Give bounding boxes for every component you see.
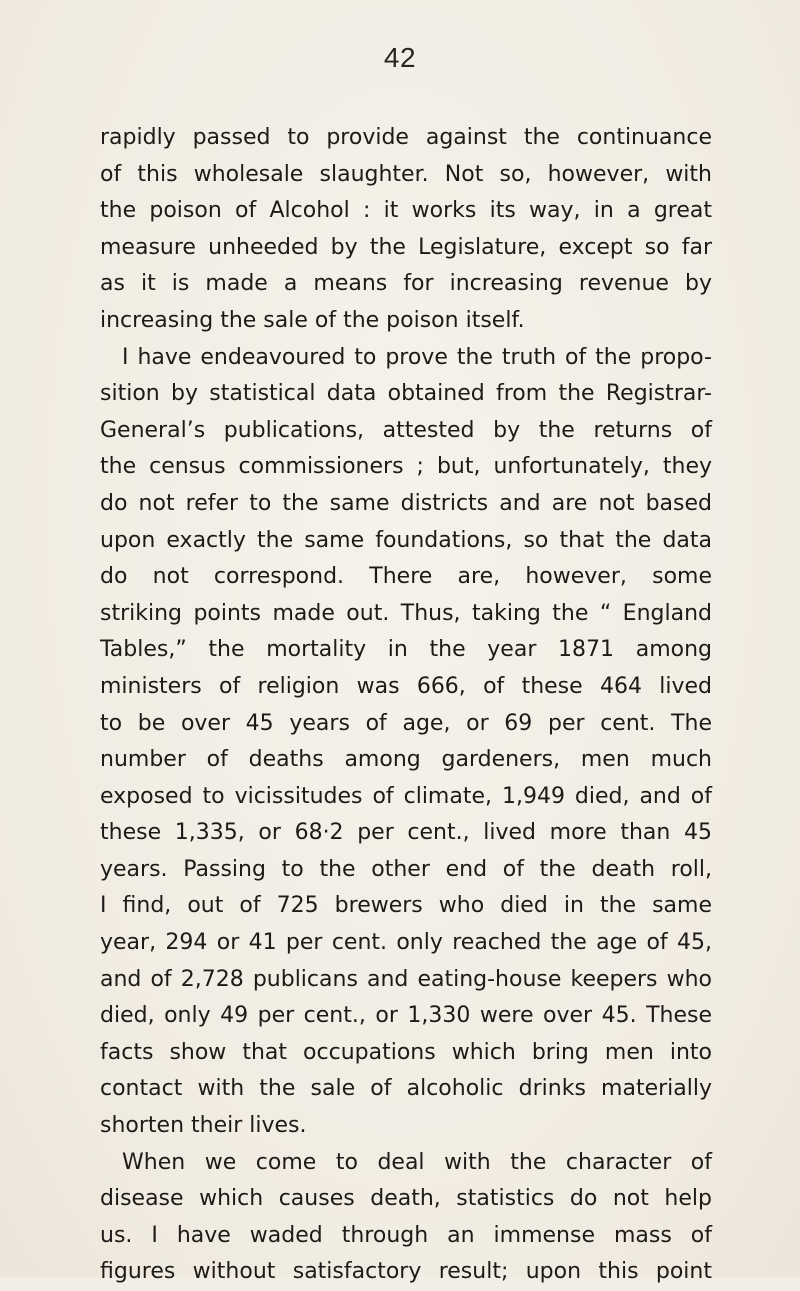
text-line: measure unheeded by the Legislature, except so far <box>100 234 712 260</box>
text-line: ministers of religion was 666, of these 464 lived <box>100 673 712 699</box>
text-line: do not refer to the same districts and are not based <box>100 490 712 516</box>
text-line: General’s publications, attested by the returns of <box>100 417 712 443</box>
text-line: year, 294 or 41 per cent. only reached the age of 45, <box>100 930 712 956</box>
text-line: striking points made out. Thus, taking the “ England <box>100 600 712 626</box>
text-line: us. I have waded through an immense mass of <box>100 1222 712 1248</box>
text-line: the poison of Alcohol : it works its way, in a great <box>100 198 712 224</box>
page-number: 42 <box>383 42 417 73</box>
text-line: years. Passing to the other end of the death roll, <box>100 856 712 882</box>
text-line: these 1,335, or 68·2 per cent., lived more than 45 <box>100 820 712 846</box>
text-line: number of deaths among gardeners, men much <box>100 747 712 773</box>
text-line: contact with the sale of alcoholic drinks materially <box>100 1076 712 1102</box>
text-line: rapidly passed to provide against the continuance <box>100 125 712 150</box>
body-text <box>100 120 712 1291</box>
text-line: I have endeavoured to prove the truth of the propo- <box>122 344 712 370</box>
text-line: of this wholesale slaughter. Not so, however, with <box>100 161 712 187</box>
text-line: exposed to vicissitudes of climate, 1,949 died, and of <box>100 783 712 809</box>
text-line: upon exactly the same foundations, so that the data <box>100 527 712 553</box>
text-line: facts show that occupations which bring men into <box>100 1039 712 1065</box>
text-line: shorten their lives. <box>100 1113 307 1139</box>
text-line: increasing the sale of the poison itself. <box>100 307 525 333</box>
text-line: as it is made a means for increasing revenue by <box>100 271 712 297</box>
text-line: the census commissioners ; but, unfortunately, they <box>100 454 712 480</box>
text-line: to be over 45 years of age, or 69 per cent. The <box>100 710 712 736</box>
text-line: disease which causes death, statistics do not help <box>100 1186 712 1212</box>
text-line: and of 2,728 publicans and eating-house keepers who <box>100 966 712 992</box>
text-line: Tables,” the mortality in the year 1871 among <box>100 637 712 663</box>
text-line: do not correspond. There are, however, some <box>100 564 712 590</box>
text-line: died, only 49 per cent., or 1,330 were over 45. These <box>100 1003 712 1029</box>
text-line: I find, out of 725 brewers who died in the same <box>100 893 712 919</box>
text-line: figures without satisfactory result; upon this point <box>100 1259 712 1285</box>
text-line: When we come to deal with the character of <box>122 1149 712 1175</box>
text-line: sition by statistical data obtained from the Registrar- <box>100 381 712 407</box>
